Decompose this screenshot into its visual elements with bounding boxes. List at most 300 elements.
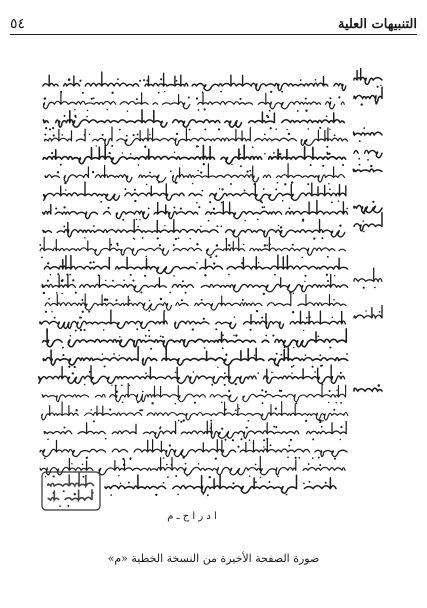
ink-dot xyxy=(300,79,302,81)
ink-dot xyxy=(304,275,306,277)
ink-dot xyxy=(329,129,330,130)
ink-dot xyxy=(238,408,240,410)
ink-dot xyxy=(377,86,379,88)
handwriting-stroke xyxy=(48,489,92,500)
ink-dot xyxy=(265,335,267,337)
ink-dot xyxy=(340,402,342,404)
ink-dot xyxy=(312,457,314,459)
ink-dot xyxy=(63,426,65,428)
ink-dot xyxy=(225,408,227,410)
ink-dot xyxy=(275,188,277,190)
ink-dot xyxy=(148,207,150,209)
ink-dot xyxy=(363,212,365,214)
ink-dot xyxy=(47,438,49,440)
ink-dot xyxy=(169,292,171,294)
ink-dot xyxy=(291,181,293,183)
ink-dot xyxy=(240,165,242,167)
handwriting-stroke xyxy=(354,213,382,231)
ink-dot xyxy=(222,348,224,350)
ink-dot xyxy=(139,80,141,82)
ink-dot xyxy=(196,262,198,264)
ink-dot xyxy=(61,293,62,294)
ink-dot xyxy=(265,391,267,393)
ink-dot xyxy=(339,225,341,227)
ink-dot xyxy=(241,262,243,264)
handwriting-stroke xyxy=(42,402,348,420)
ink-dot xyxy=(198,109,200,111)
ink-dot xyxy=(143,79,145,81)
ink-dot xyxy=(129,299,131,301)
ink-dot xyxy=(75,292,77,294)
ink-dot xyxy=(293,347,294,348)
ink-dot xyxy=(228,244,230,246)
ink-dot xyxy=(270,91,272,93)
ink-dot xyxy=(175,238,177,240)
ink-dot xyxy=(333,409,335,411)
ink-dot xyxy=(116,390,118,392)
ink-dot xyxy=(224,372,226,374)
closing-line: ا د ر ا ح ـ م xyxy=(167,511,217,522)
ink-dot xyxy=(176,182,178,184)
ink-dot xyxy=(45,476,46,477)
ink-dot xyxy=(60,164,62,166)
ink-dot xyxy=(110,494,112,496)
ink-dot xyxy=(365,310,367,312)
ink-dot xyxy=(155,494,157,496)
ink-dot xyxy=(340,426,342,428)
ink-dot xyxy=(81,299,83,301)
ink-dot xyxy=(61,134,63,136)
ink-dot xyxy=(112,280,114,282)
ink-dot xyxy=(126,135,128,137)
ink-dot xyxy=(41,257,43,259)
handwriting-stroke xyxy=(42,201,347,219)
ink-dot xyxy=(91,409,93,411)
ink-dot xyxy=(166,464,168,466)
ink-dot xyxy=(297,110,299,112)
ink-dot xyxy=(86,116,88,118)
ink-dot xyxy=(284,346,286,348)
ink-dot xyxy=(307,183,309,185)
ink-dot xyxy=(109,152,111,154)
ink-dot xyxy=(322,165,324,167)
ink-dot xyxy=(44,98,46,100)
ink-dot xyxy=(363,127,365,129)
ink-dot xyxy=(263,206,265,208)
ink-dot xyxy=(158,92,160,94)
ink-dot xyxy=(189,129,191,131)
ink-dot xyxy=(262,402,264,404)
ink-dot xyxy=(86,457,88,459)
ink-dot xyxy=(176,133,178,135)
ink-dot xyxy=(39,244,41,246)
ink-dot xyxy=(169,444,171,446)
ink-dot xyxy=(64,182,66,184)
ink-dot xyxy=(139,409,141,411)
ink-dot xyxy=(109,409,111,411)
ink-dot xyxy=(230,183,232,185)
ink-dot xyxy=(334,458,336,460)
handwriting-stroke xyxy=(43,182,345,200)
ink-dot xyxy=(220,226,222,228)
ink-dot xyxy=(266,115,268,117)
ink-dot xyxy=(203,318,205,320)
ink-dot xyxy=(270,444,272,446)
ink-dot xyxy=(204,128,206,130)
ink-dot xyxy=(140,291,142,293)
ink-dot xyxy=(319,419,321,421)
ink-dot xyxy=(257,372,259,374)
ink-dot xyxy=(224,439,226,441)
ink-dot xyxy=(67,505,69,507)
ink-dot xyxy=(55,207,57,209)
ink-dot xyxy=(221,188,223,190)
ink-dot xyxy=(235,334,237,336)
ink-dot xyxy=(269,243,271,245)
ink-dot xyxy=(370,165,372,167)
ink-dot xyxy=(202,190,204,192)
handwriting-stroke xyxy=(43,91,344,108)
ink-dot xyxy=(183,456,185,458)
ink-dot xyxy=(72,372,74,374)
ink-dot xyxy=(62,347,64,349)
ink-dot xyxy=(68,79,70,81)
ink-dot xyxy=(298,457,300,459)
manuscript-handwriting xyxy=(36,68,388,524)
ink-dot xyxy=(330,481,331,482)
ink-dot xyxy=(134,200,136,202)
ink-dot xyxy=(130,153,132,155)
ink-dot xyxy=(239,98,241,100)
ink-dot xyxy=(111,145,113,147)
ink-dot xyxy=(240,438,242,440)
ink-dot xyxy=(128,482,130,484)
ink-dot xyxy=(204,108,206,110)
ink-dot xyxy=(286,494,288,496)
ink-dot xyxy=(63,206,65,208)
ink-dot xyxy=(150,348,152,350)
ink-dot xyxy=(105,438,107,440)
ink-dot xyxy=(258,262,260,264)
handwriting-stroke xyxy=(354,132,382,135)
ink-dot xyxy=(224,384,226,386)
ink-dot xyxy=(176,80,178,82)
handwriting-stroke xyxy=(43,329,347,347)
ink-dot xyxy=(48,298,50,300)
header-rule xyxy=(10,34,417,35)
ink-dot xyxy=(246,427,248,429)
ink-dot xyxy=(254,354,255,355)
ink-dot xyxy=(363,287,365,289)
ink-dot xyxy=(93,383,95,385)
ink-dot xyxy=(255,481,257,483)
ink-dot xyxy=(146,80,148,82)
handwriting-stroke xyxy=(43,72,346,90)
ink-dot xyxy=(358,158,360,160)
ink-dot xyxy=(198,463,200,465)
ink-dot xyxy=(192,328,194,330)
ink-dot xyxy=(144,146,146,148)
ink-dot xyxy=(277,476,279,478)
ink-dot xyxy=(329,188,331,190)
ink-dot xyxy=(117,78,119,80)
ink-dot xyxy=(83,476,85,478)
ink-dot xyxy=(264,153,266,155)
ink-dot xyxy=(145,372,147,374)
manuscript-image xyxy=(36,68,388,524)
ink-dot xyxy=(304,281,305,282)
ink-dot xyxy=(163,482,165,484)
ink-dot xyxy=(102,353,104,355)
ink-dot xyxy=(190,238,191,239)
ink-dot xyxy=(269,110,271,112)
ink-dot xyxy=(105,280,106,281)
ink-dot xyxy=(178,237,180,239)
ink-dot xyxy=(257,218,259,220)
ink-dot xyxy=(287,456,289,458)
ink-dot xyxy=(178,420,180,422)
ink-dot xyxy=(232,439,234,441)
ink-dot xyxy=(158,182,160,184)
ink-dot xyxy=(88,311,90,313)
ink-dot xyxy=(328,402,329,403)
ink-dot xyxy=(75,116,77,118)
ink-dot xyxy=(180,208,182,210)
ink-dot xyxy=(284,183,286,185)
ink-dot xyxy=(268,481,270,483)
ink-dot xyxy=(334,134,336,136)
ink-dot xyxy=(367,159,369,161)
ink-dot xyxy=(148,335,150,337)
ink-dot xyxy=(255,464,257,466)
ink-dot xyxy=(274,274,276,276)
ink-dot xyxy=(68,366,70,368)
ink-dot xyxy=(374,287,376,289)
ink-dot xyxy=(263,293,265,295)
ink-dot xyxy=(119,355,120,356)
ink-dot xyxy=(275,407,277,409)
ink-dot xyxy=(218,128,220,130)
ink-dot xyxy=(45,127,47,129)
ink-dot xyxy=(115,299,117,301)
ink-dot xyxy=(116,243,118,245)
handwriting-stroke xyxy=(354,87,382,103)
ink-dot xyxy=(378,384,380,386)
ink-dot xyxy=(52,127,54,129)
ink-dot xyxy=(75,330,77,332)
ink-dot xyxy=(111,385,112,386)
ink-dot xyxy=(175,403,177,405)
ink-dot xyxy=(96,145,97,146)
ink-dot xyxy=(250,329,252,331)
ink-dot xyxy=(144,275,146,277)
ink-dot xyxy=(79,80,81,82)
ink-dot xyxy=(305,110,307,112)
ink-dot xyxy=(221,428,223,430)
ink-dot xyxy=(231,164,232,165)
ink-dot xyxy=(145,335,147,337)
ink-dot xyxy=(278,225,279,226)
ink-dot xyxy=(119,129,121,131)
ink-dot xyxy=(51,311,52,312)
ink-dot xyxy=(186,475,188,477)
ink-dot xyxy=(272,335,274,337)
ink-dot xyxy=(291,366,293,368)
image-caption: صورة الصفحة الأخيرة من النسخة الخطية «م» xyxy=(107,552,320,565)
ink-dot xyxy=(80,329,82,331)
ink-dot xyxy=(221,202,223,204)
ink-dot xyxy=(261,317,263,319)
ink-dot xyxy=(219,188,221,190)
handwriting-stroke xyxy=(39,365,345,383)
ink-dot xyxy=(204,347,206,349)
ink-dot xyxy=(221,402,223,404)
ink-dot xyxy=(200,226,202,228)
ink-dot xyxy=(159,428,161,430)
ink-dot xyxy=(89,134,91,136)
handwriting-stroke xyxy=(354,388,382,391)
ink-dot xyxy=(44,457,46,459)
ink-dot xyxy=(211,384,213,386)
ink-dot xyxy=(122,152,124,154)
ink-dot xyxy=(237,446,239,448)
ink-dot xyxy=(149,300,151,302)
ink-dot xyxy=(49,128,51,130)
ink-dot xyxy=(145,256,147,258)
ink-dot xyxy=(43,292,45,294)
ink-dot xyxy=(363,231,365,233)
ink-dot xyxy=(320,365,322,367)
ink-dot xyxy=(180,421,182,423)
ink-dot xyxy=(117,245,119,247)
ink-dot xyxy=(327,256,329,258)
ink-dot xyxy=(329,97,331,99)
ink-dot xyxy=(305,354,307,356)
handwriting-stroke xyxy=(48,472,94,486)
ink-dot xyxy=(291,372,293,374)
ink-dot xyxy=(313,237,315,239)
ink-dot xyxy=(273,426,275,428)
handwriting-stroke xyxy=(43,145,346,164)
ink-dot xyxy=(305,98,307,100)
ink-dot xyxy=(208,220,210,222)
ink-dot xyxy=(136,98,138,100)
ink-dot xyxy=(200,171,202,173)
ink-dot xyxy=(122,219,124,221)
ink-dot xyxy=(228,390,230,392)
ink-dot xyxy=(307,128,309,130)
ink-dot xyxy=(47,262,49,264)
ink-dot xyxy=(319,464,321,466)
ink-dot xyxy=(271,372,273,374)
ink-dot xyxy=(326,274,328,276)
ink-dot xyxy=(146,184,148,186)
ink-dot xyxy=(264,244,266,246)
ink-dot xyxy=(53,134,55,136)
handwriting-stroke xyxy=(45,127,348,145)
ink-dot xyxy=(91,98,93,100)
ink-dot xyxy=(104,298,106,300)
ink-dot xyxy=(293,292,295,294)
ink-dot xyxy=(93,420,95,422)
ink-dot xyxy=(210,420,212,422)
ink-dot xyxy=(125,188,127,190)
ink-dot xyxy=(319,354,321,356)
ink-dot xyxy=(196,243,198,245)
ink-dot xyxy=(162,336,164,338)
ink-dot xyxy=(225,354,227,356)
ink-dot xyxy=(249,476,250,477)
ink-dot xyxy=(263,439,265,441)
ink-dot xyxy=(136,219,138,221)
ink-dot xyxy=(336,389,337,390)
handwriting-stroke xyxy=(42,275,348,292)
ink-dot xyxy=(69,274,71,276)
ink-dot xyxy=(160,78,162,80)
ink-dot xyxy=(137,134,139,136)
ink-dot xyxy=(281,91,283,93)
ink-dot xyxy=(59,505,61,507)
ink-dot xyxy=(312,438,314,440)
ink-dot xyxy=(84,237,86,239)
ink-dot xyxy=(163,457,164,458)
ink-dot xyxy=(104,365,106,367)
ink-dot xyxy=(130,274,132,276)
ink-dot xyxy=(280,390,282,392)
ink-dot xyxy=(82,464,83,465)
ink-dot xyxy=(74,109,75,110)
ink-dot xyxy=(63,490,65,492)
ink-dot xyxy=(129,384,131,386)
ink-dot xyxy=(306,317,308,319)
ink-dot xyxy=(160,298,162,300)
ink-dot xyxy=(207,494,209,496)
ink-dot xyxy=(164,225,165,226)
ink-dot xyxy=(314,371,316,373)
ink-dot xyxy=(216,225,218,227)
handwriting-stroke xyxy=(105,475,336,493)
ink-dot xyxy=(171,464,173,466)
ink-dot xyxy=(270,127,272,129)
ink-dot xyxy=(329,346,331,348)
ink-dot xyxy=(273,152,275,154)
ink-dot xyxy=(70,335,72,337)
ink-dot xyxy=(326,115,328,117)
ink-dot xyxy=(149,310,151,312)
ink-dot xyxy=(363,220,365,222)
ink-dot xyxy=(327,280,329,282)
ink-dot xyxy=(288,445,290,447)
ink-dot xyxy=(89,261,91,263)
ink-dot xyxy=(102,134,104,136)
ink-dot xyxy=(288,133,290,135)
ink-dot xyxy=(84,384,86,386)
ink-dot xyxy=(65,189,67,191)
ink-dot xyxy=(84,329,86,331)
ink-dot xyxy=(121,384,123,386)
ink-dot xyxy=(136,328,138,330)
ink-dot xyxy=(213,208,215,210)
ink-dot xyxy=(266,244,268,246)
ink-dot xyxy=(275,426,277,428)
ink-dot xyxy=(87,110,89,112)
ink-dot xyxy=(294,457,296,459)
ink-dot xyxy=(123,464,125,466)
ink-dot xyxy=(177,493,179,495)
ink-dot xyxy=(133,134,135,136)
ink-dot xyxy=(141,409,143,411)
ink-dot xyxy=(170,170,172,172)
